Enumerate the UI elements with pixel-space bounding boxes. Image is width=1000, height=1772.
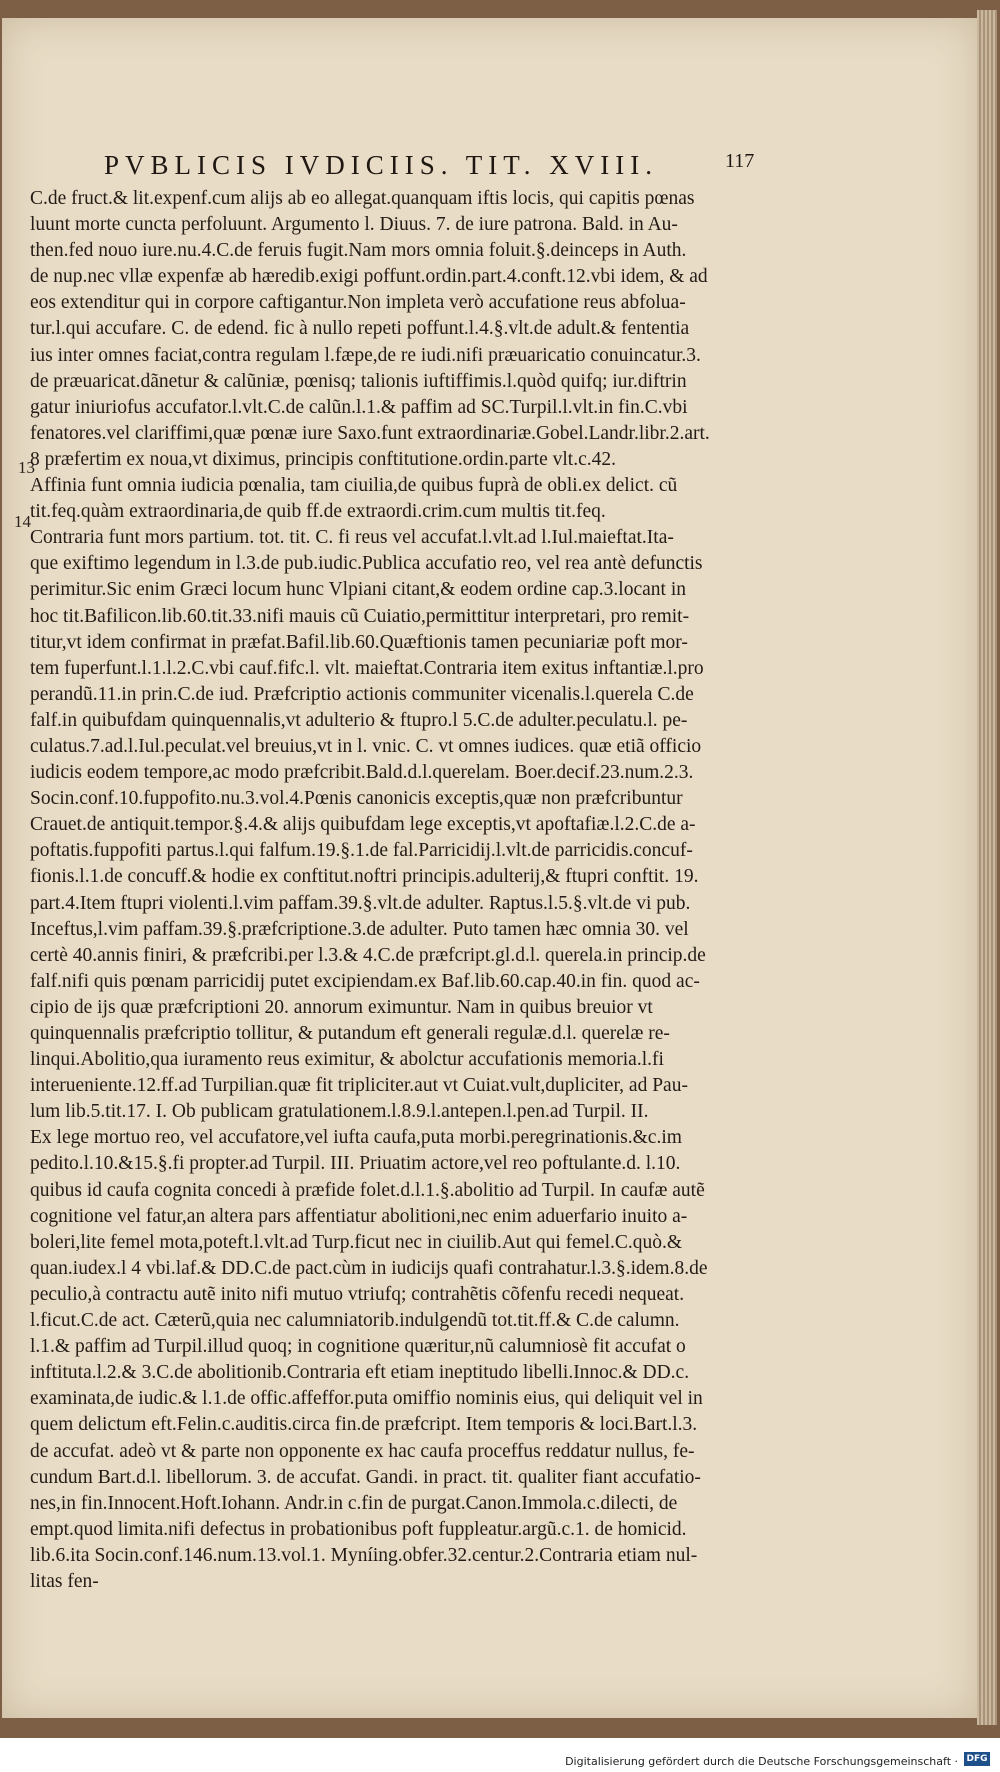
text-line: cundum Bart.d.l. libellorum. 3. de accufat. Gandi. in pract. tit. qualiter fiant accufatio- [30,1466,701,1488]
text-line: empt.quod limita.nifi defectus in probationibus poft fuppleatur.argũ.c.1. de homicid. [30,1518,687,1540]
text-line: quibus id caufa cognita concedi à præfide folet.d.l.1.§.abolitio ad Turpil. In caufæ autẽ [30,1179,705,1201]
text-line: hoc tit.Bafilicon.lib.60.tit.33.nifi mauis cũ Cuiatio,permittitur interpretari, pro remit- [30,605,690,627]
text-line: interueniente.12.ff.ad Turpilian.quæ fit tripliciter.aut vt Cuiat.vult,dupliciter, ad Pau- [30,1075,688,1097]
text-line: C.de fruct.& lit.expenf.cum alijs ab eo allegat.quanquam iftis locis, qui capitis pœnas [30,188,695,209]
text-line: Contraria funt mors partium. tot. tit. C. fi reus vel accufat.l.vlt.ad l.Iul.maieftat.Ita- [30,527,674,549]
text-line: iudicis eodem tempore,ac modo præfcribit.Bald.d.l.querelam. Boer.decif.23.num.2.3. [30,762,694,784]
text-line: part.4.Item ftupri violenti.l.vim paffam.39.§.vlt.de adulter. Raptus.l.5.§.vlt.de vi pub. [30,892,691,914]
text-line: culatus.7.ad.l.Iul.peculat.vel breuius,vt in l. vnic. C. vt omnes iudices. quæ etiã officio [30,735,702,757]
text-line: tem fuperfunt.l.1.l.2.C.vbi cauf.fifc.l. vlt. maieftat.Contraria item exitus inftantiæ.l.pro [30,657,704,679]
margin-note-13: 13 [18,458,35,477]
page-edge [977,10,997,1725]
text-line: pedito.l.10.&15.§.fi propter.ad Turpil. III. Priuatim actore,vel reo poftulante.d. l.10. [30,1153,681,1175]
text-line: l.ficut.C.de act. Cæterũ,quia nec calumniatorib.indulgendũ tot.tit.ff.& C.de calumn. [30,1310,680,1332]
text-line: inftituta.l.2.& 3.C.de abolitionib.Contraria eft etiam ineptitudo libelli.Innoc.& DD.c. [30,1362,690,1384]
text-line: certè 40.annis finiri, & præfcribi.per l.3.& 4.C.de præfcript.gl.d.l. querela.in princip.de [30,944,706,966]
text-line: fionis.l.1.de concuff.& hodie ex conftitut.noftri principis.adulterij,& ftupri conftit. 19. [30,866,699,888]
text-line: de accufat. adeò vt & parte non opponente ex hac caufa proceffus reddatur nullus, fe- [30,1440,695,1462]
text-line: quan.iudex.l 4 vbi.laf.& DD.C.de pact.cùm in iudicijs quafi contrahatur.l.3.§.idem.8.de [30,1257,708,1279]
text-line: de nup.nec vllæ expenfæ ab hæredib.exigi poffunt.ordin.part.4.conft.12.vbi idem, & ad [30,266,708,288]
text-line: de præuaricat.dãnetur & calũniæ, pœnisq; talionis iuftiffimis.l.quòd quifq; iur.diftrin [30,370,687,392]
text-line: titur,vt idem confirmat in præfat.Bafil.lib.60.Quæftionis tamen pecuniariæ poft mor- [30,631,688,653]
text-line: gatur iniuriofus accufator.l.vlt.C.de calũn.l.1.& paffim ad SC.Turpil.l.vlt.in fin.C.vbi [30,396,688,418]
text-line: tur.l.qui accufare. C. de edend. fic à nullo repeti poffunt.l.4.§.vlt.de adult.& fententia [30,318,690,340]
text-line: quem delictum eft.Felin.c.auditis.circa fin.de præfcript. Item temporis & loci.Bart.l.3. [30,1414,698,1436]
text-line: Ex lege mortuo reo, vel accufatore,vel iufta caufa,puta morbi.peregrinationis.&c.im [30,1127,682,1149]
text-line: cognitione vel fatur,an altera pars affentiatur abolitioni,nec enim aduerfario inuito a- [30,1205,688,1227]
text-line: then.fed nouo iure.nu.4.C.de feruis fugit.Nam mors omnia foluit.§.deinceps in Auth. [30,240,687,262]
text-line: Socin.conf.10.fuppofito.nu.3.vol.4.Pœnis canonicis exceptis,quæ non præfcribuntur [30,788,683,810]
text-line: perandũ.11.in prin.C.de iud. Præfcriptio actionis communiter vicenalis.l.querela C.de [30,683,694,705]
text-line: Affinia funt omnia iudicia pœnalia, tam ciuilia,de quibus fuprà de obli.ex delict. cũ [30,475,678,497]
text-line: falf.nifi quis pœnam parricidij putet excipiendam.ex Baf.lib.60.cap.40.in fin. quod ac- [30,970,700,992]
text-line: quinquennalis præfcriptio tollitur, & putandum eft generali regulæ.d.l. querelæ re- [30,1023,670,1044]
text-line: ius inter omnes faciat,contra regulam l.fæpe,de re iudi.nifi præuaricatio conuincatur.3. [30,344,701,366]
running-header: PVBLICIS IVDICIIS. TIT. XVIII. [104,150,658,180]
text-line: luunt morte cuncta perfoluunt. Argumento l. Diuus. 7. de iure patrona. Bald. in Au- [30,214,678,236]
text-line: perimitur.Sic enim Græci locum hunc Vlpiani citant,& eodem ordine cap.3.locant in [30,579,686,601]
body-text [30,186,770,1595]
text-line: cipio de ijs quæ præfcriptioni 20. annorum eximuntur. Nam in quibus breuior vt [30,996,653,1018]
text-line: l.1.& paffim ad Turpil.illud quoq; in cognitione quæritur,nũ calumniosè fit accufat o [30,1336,686,1358]
text-line: lum lib.5.tit.17. I. Ob publicam gratulationem.l.8.9.l.antepen.l.pen.ad Turpil. II. [30,1101,649,1123]
text-line: lib.6.ita Socin.conf.146.num.13.vol.1. Myníing.obfer.32.centur.2.Contraria etiam nul- [30,1544,698,1566]
text-line: litas fen- [30,1570,99,1592]
text-line: peculio,à contractu autẽ inito nifi mutuo vtriufq; contrahẽtis cõfenfu recedi nequeat. [30,1283,685,1305]
text-line: 8 præfertim ex noua,vt diximus, principis conftitutione.ordin.parte vlt.c.42. [30,448,616,470]
page-number: 117 [725,150,755,172]
footer-credit: Digitalisierung gefördert durch die Deutsche Forschungsgemeinschaft · [565,1755,958,1768]
dfg-logo: DFG [964,1752,990,1766]
text-line: nes,in fin.Innocent.Hoft.Iohann. Andr.in c.fin de purgat.Canon.Immola.c.dilecti, de [30,1492,678,1514]
text-line: boleri,lite femel mota,poteft.l.vlt.ad Turp.ficut nec in ciuilib.Aut qui femel.C.quò.& [30,1231,683,1253]
text-line: Crauet.de antiquit.tempor.§.4.& alijs quibufdam lege exceptis,vt apoftafiæ.l.2.C.de a- [30,814,696,836]
text-line: poftatis.fuppofiti partus.l.qui falfum.19.§.1.de fal.Parricidij.l.vlt.de parricidis.concuf- [30,840,693,862]
text-line: falf.in quibufdam quinquennalis,vt adulterio & ftupro.l 5.C.de adulter.peculatu.l. pe- [30,709,688,731]
text-line: eos extenditur qui in corpore caftigantur.Non impleta verò accufatione reus abfolua- [30,292,686,314]
margin-note-14: 14 [14,512,31,531]
text-line: examinata,de iudic.& l.1.de offic.affeffor.puta omiffio nominis eius, qui deliquit vel in [30,1388,703,1410]
text-line: linqui.Abolitio,qua iuramento reus eximitur, & abolctur accufationis memoria.l.fi [30,1049,664,1071]
text-line: tit.feq.quàm extraordinaria,de quib ff.de extraordi.crim.cum multis tit.feq. [30,501,606,523]
text-line: que exiftimo legendum in l.3.de pub.iudic.Publica accufatio reo, vel rea antè defunctis [30,553,703,575]
text-line: fenatores.vel clariffimi,quæ pœnæ iure Saxo.funt extraordinariæ.Gobel.Landr.libr.2.art. [30,422,710,444]
text-line: Inceftus,l.vim paffam.39.§.præfcriptione.3.de adulter. Puto tamen hæc omnia 30. vel [30,918,689,940]
